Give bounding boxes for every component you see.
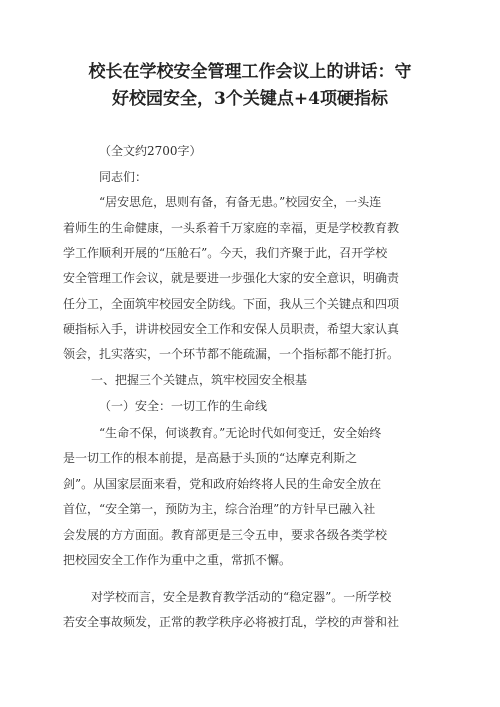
paragraph-line: 剑”。从国家层面来看，党和政府始终将人民的生命安全放在	[63, 477, 382, 491]
subsection-heading: （一）安全：一切工作的生命线	[99, 399, 268, 413]
paragraph-line: 会发展的方方面面。教育部更是三令五申，要求各级各类学校	[63, 528, 388, 542]
paragraph-line: 学工作顺利开展的“压舱石”。今天，我们齐聚于此，召开学校	[63, 246, 388, 260]
paragraph-line: 若安全事故频发，正常的教学秩序必将被打乱，学校的声誉和社	[63, 615, 400, 629]
paragraph-line: 硬指标入手，讲讲校园安全工作和安保人员职责，希望大家认真	[63, 322, 400, 336]
paragraph-line: 任分工，全面筑牢校园安全防线。下面，我从三个关键点和四项	[63, 297, 400, 311]
paragraph-line: 把校园安全工作作为重中之重，常抓不懈。	[63, 553, 292, 567]
paragraph-line: 领会，扎实落实，一个环节都不能疏漏，一个指标都不能打折。	[63, 347, 400, 361]
paragraph-line: “居安思危，思则有备，有备无患。”校园安全，一头连	[99, 195, 382, 209]
word-count-note: （全文约2700字）	[99, 144, 202, 158]
paragraph-line: 是一切工作的根本前提，是高悬于头顶的“达摩克利斯之	[63, 451, 358, 465]
paragraph-line: 安全管理工作会议，就是要进一步强化大家的安全意识，明确责	[63, 271, 400, 285]
paragraph-line: “生命不保，何谈教育。”无论时代如何变迁，安全始终	[99, 426, 382, 440]
paragraph-line: 对学校而言，安全是教育教学活动的“稳定器”。一所学校	[91, 590, 392, 604]
document-title-line-1: 校长在学校安全管理工作会议上的讲话：守	[88, 62, 412, 82]
document-title-line-2: 好校园安全，3个关键点+4项硬指标	[112, 89, 388, 109]
section-heading: 一、把握三个关键点，筑牢校园安全根基	[91, 373, 308, 387]
paragraph-line: 着师生的生命健康，一头系着千万家庭的幸福，更是学校教育教	[63, 221, 400, 235]
salutation: 同志们：	[99, 170, 148, 184]
paragraph-line: 首位，“安全第一，预防为主，综合治理”的方针早已融入社	[63, 502, 376, 516]
